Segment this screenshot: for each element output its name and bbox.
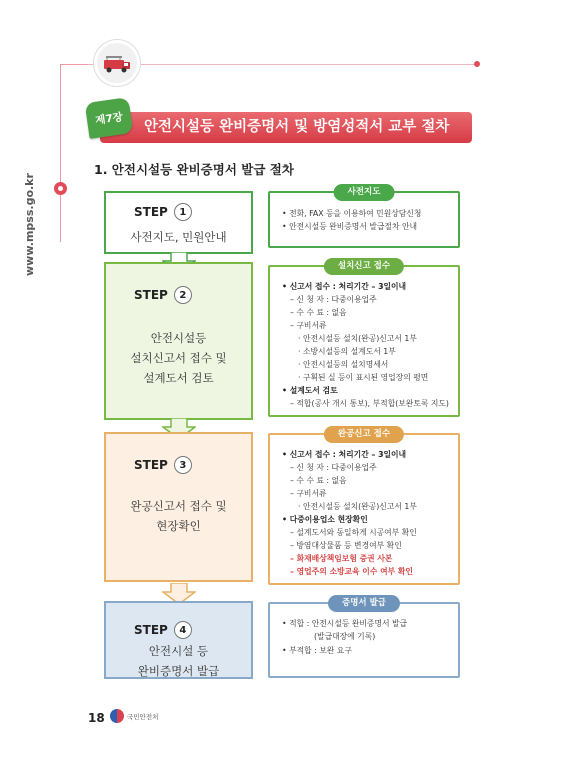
side-dot <box>54 182 67 195</box>
step-1-box <box>104 191 253 254</box>
header-dot <box>474 61 480 67</box>
header-rule <box>86 64 478 65</box>
side-rule <box>60 64 61 242</box>
step-4-description: 안전시설 등 완비증명서 발급 <box>137 644 220 678</box>
info-line-emphasis: – 영업주의 소방교육 이수 여부 확인 <box>290 567 413 576</box>
chapter-title: 안전시설등 완비증명서 및 방염성적서 교부 절차 <box>144 119 450 135</box>
info-line: – 수 수 료 : 없음 <box>290 308 347 317</box>
step-1-label: STEP 1 <box>134 203 192 221</box>
info-box-pre-guidance <box>268 187 460 248</box>
info-line: – 방염대상물품 등 변경여부 확인 <box>290 541 402 550</box>
footer-organization: 국민안전처 <box>127 713 159 721</box>
info-line: • 신고서 접수 : 처리기간 – 3일이내 <box>282 450 407 459</box>
step-1-description: 사전지도, 민원안내 <box>130 230 227 244</box>
info-line: • 안전시설등 완비증명서 발급절차 안내 <box>282 222 418 231</box>
info-line: • 적합 : 안전시설등 완비증명서 발급 <box>282 619 408 628</box>
step-1-number: 1 <box>174 203 192 221</box>
step-4-label: STEP 4 <box>134 621 192 639</box>
government-emblem-icon <box>110 709 124 723</box>
info-tag: 설치신고 접수 <box>324 258 404 275</box>
info-tag: 완공신고 접수 <box>324 426 404 443</box>
step-3-box <box>104 432 253 582</box>
step-3-description: 완공신고서 접수 및 현장확인 <box>130 499 227 533</box>
info-line: – 구비서류 <box>290 489 327 498</box>
step-4-number: 4 <box>174 621 192 639</box>
info-box-installation-report <box>268 261 460 417</box>
info-line: – 신 청 자 : 다중이용업주 <box>290 295 377 304</box>
step-2-description: 안전시설등 설치신고서 접수 및 설계도서 검토 <box>130 331 227 385</box>
step-3-label: STEP 3 <box>134 456 192 474</box>
info-line: – 신 청 자 : 다중이용업주 <box>290 463 377 472</box>
info-line: – 구비서류 <box>290 321 327 330</box>
info-box-completion-report <box>268 429 460 585</box>
info-line: • 부적합 : 보완 요구 <box>282 646 352 655</box>
side-url: www.mpss.go.kr <box>23 173 36 276</box>
info-line: · 소방시설등의 설계도서 1부 <box>298 347 396 356</box>
info-line: – 수 수 료 : 없음 <box>290 476 347 485</box>
step-2-box <box>104 262 253 420</box>
chapter-banner <box>100 112 472 143</box>
info-line: • 전화, FAX 등을 이용하여 민원상담신청 <box>282 209 422 218</box>
info-line: – 설계도서와 동일하게 시공여부 확인 <box>290 528 417 537</box>
info-line: • 설계도서 검토 <box>282 386 338 395</box>
info-line-emphasis: – 화재배상책임보험 증권 사본 <box>290 554 393 563</box>
step-4-box <box>104 601 253 679</box>
info-line: (발급대장에 기록) <box>314 632 376 641</box>
info-line: · 구획된 실 등이 표시된 영업장의 평면 <box>298 373 429 382</box>
info-line: · 안전시설등의 설치명세서 <box>298 360 389 369</box>
info-line: · 안전시설등 설치(완공)신고서 1부 <box>298 502 417 511</box>
info-line: · 안전시설등 설치(완공)신고서 1부 <box>298 334 417 343</box>
page-number: 18 <box>88 711 105 725</box>
step-2-label: STEP 2 <box>134 286 192 304</box>
fire-truck-icon <box>94 40 140 86</box>
info-line: • 신고서 접수 : 처리기간 – 3일이내 <box>282 282 407 291</box>
info-box-certificate-issue <box>268 598 460 678</box>
info-line: • 다중이용업소 현장확인 <box>282 515 368 524</box>
info-line: – 적합(공사 개시 통보), 부적합(보완토록 지도) <box>290 399 449 408</box>
info-tag: 사전지도 <box>334 184 395 201</box>
info-tag: 증명서 발급 <box>328 595 400 612</box>
chapter-tag: 제7장 <box>85 97 134 139</box>
step-2-number: 2 <box>174 286 192 304</box>
step-3-number: 3 <box>174 456 192 474</box>
section-title: 1. 안전시설등 완비증명서 발급 절차 <box>94 162 294 177</box>
